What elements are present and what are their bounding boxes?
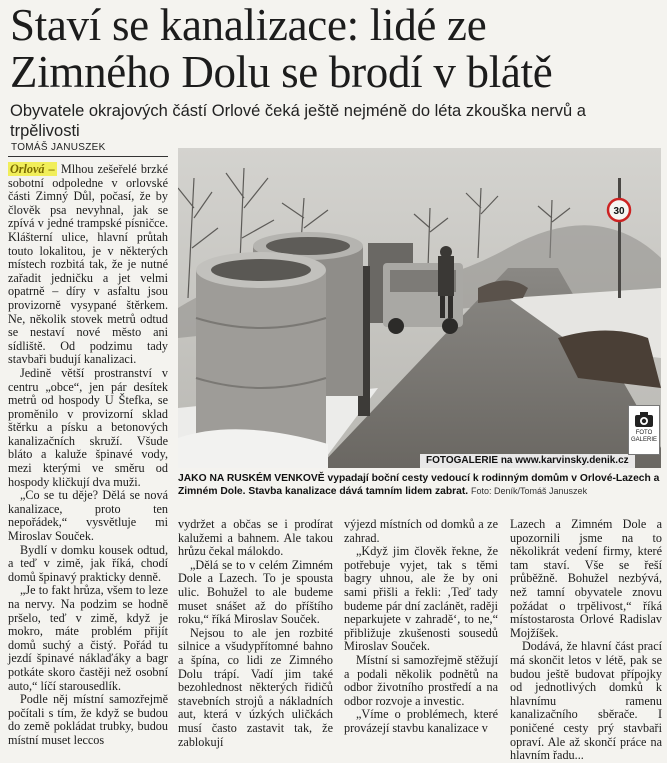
paragraph: „Co se tu děje? Dělá se nová kanalizace, proto ten nepořádek,“ vysvětluje mi Miroslav Souček. <box>8 488 168 544</box>
column-4 <box>510 518 662 763</box>
column-3 <box>344 518 498 736</box>
subhead: Obyvatele okrajových částí Orlové čeká ještě nejméně do léta zkouška nervů a trpělivosti <box>10 102 586 140</box>
paragraph: „Víme o problémech, které provázejí stavbu kanalizace v <box>344 707 498 735</box>
column-2 <box>178 518 333 749</box>
speed-sign-text: 30 <box>613 206 625 217</box>
paragraph: „Je to fakt hrůza, všem to leze na nervy. Na podzim se hodně pršelo, teď v zimě, když je mokro, máte problém přijít domů suchý a čistý. Pořád tu jezdí špinavé náklaďáky a bagr potkáte skoro častěji než osobní auto,“ líčí starousedlík. <box>8 583 168 693</box>
paragraph: Orlová – Mlhou zešeřelé brzké sobotní odpoledne v orlovské části Zimný Důl, počasí, že by člověk psa nevyhnal, jak se zpívá v jedné trampské písničce. Klášterní ulice, hlavní průtah touto lokalitou, je v některých místech rozbitá tak, že je nutné zařadit jedničku a jet velmi opatrně – díry v asfaltu jsou provizorně vysypané štěrkem. Ne, několik stovek metrů odtud se nestaví nové město ani sídliště. Od podzimu tady stavbaři budují kanalizaci. <box>8 162 168 367</box>
headline-line-1: Staví se kanalizace: lidé ze <box>10 0 487 50</box>
paragraph: „Dělá se to v celém Zimném Dole a Lazech. To je spousta ulic. Bohužel to ale budeme muset snášet až do příštího roku,“ říká Miroslav Souček. <box>178 557 333 627</box>
paragraph: Bydlí v domku kousek odtud, a teď v zimě, jak říká, chodí domů špinavý prakticky denně. <box>8 542 168 584</box>
photo-caption <box>178 472 661 498</box>
headline-line-2: Zimného Dolu se brodí v blátě <box>10 47 553 97</box>
headline <box>10 2 660 96</box>
paragraph: Nejsou to ale jen rozbité silnice a všudypřítomné bahno a špína, co lidi ze Zimného Dolu trápí. Vadí jim také bezohlednost některých řidičů stavebních strojů a nákladních aut, která v úzkých uličkách musí často zastavit tak, že zablokují <box>178 625 333 749</box>
muddy-street-illustration <box>178 148 661 468</box>
paragraph: Místní si samozřejmě stěžují a podali několik podnětů na odbor životního prostředí a na odbor rozvoje a investic. <box>344 652 498 708</box>
paragraph: Lazech a Zimném Dole a upozornili jsme na to několikrát vedení firmy, které tam staví. Vše se řeší průběžně. Bohužel nezbývá, než tamní obyvatele znovu požádat o trpělivost,“ říká místostarosta Orlové Radislav Mojžíšek. <box>510 517 662 640</box>
paragraph: vydržet a občas se i prodírat kalužemi a bahnem. Ale takou hrůzu čekal málokdo. <box>178 517 333 559</box>
paragraph: „Když jim člověk řekne, že potřebuje vyjet, tak s těmi bagry uhnou, ale že by oni sami přišli a řekli: ‚Teď tady budeme pár dní zaclánět, raději neparkujete v zahradě‘, to ne,“ přibližuje zkušenosti sousedů Miroslav Souček. <box>344 544 498 654</box>
caption-lead: JAKO NA RUSKÉM VENKOVĚ vypadají boční cesty vedoucí k rodinným domům v Orlové-Lazech a Zimném Dole. Stavba kanalizace dává tamním lidem zabrat. <box>178 473 660 497</box>
column-1 <box>8 163 168 748</box>
byline: TOMÁŠ JANUSZEK <box>11 142 106 153</box>
paragraph: Jedině větší prostranství v centru „obce“, jen pár desítek metrů od hospody U Štefka, se proměnilo v provizorní sklad štěrku a písku a betonových kanalizačních skruží. Všude bláto a kaluže špinavé vody, mezi kterými ve směru od hospody kličkují dva muži. <box>8 365 168 489</box>
gallery-label[interactable]: FOTOGALERIE na www.karvinsky.denik.cz <box>420 454 635 468</box>
dateline: Orlová – <box>10 162 55 176</box>
paragraph: Podle něj místní samozřejmě počítali s tím, že když se budou do země pokládat trubky, budou místní muset leccos <box>8 692 168 747</box>
paragraph: Dodává, že hlavní část prací má skončit letos v létě, pak se budou ještě budovat přípojky od jednotlivých domků k hlavnímu ramenu kanalizačního sběrače. I poničené cesty prý stavbaři opraví. Ale až skončí práce na hlavním řadu... <box>510 639 662 763</box>
camera-icon <box>628 405 660 455</box>
caption-credit: Foto: Deník/Tomáš Januszek <box>471 486 588 496</box>
paragraph: výjezd místních od domků a ze zahrad. <box>344 517 498 545</box>
street-photo <box>178 148 661 468</box>
camera-label: FOTO GALERIE <box>630 430 657 443</box>
byline-rule <box>8 156 168 157</box>
